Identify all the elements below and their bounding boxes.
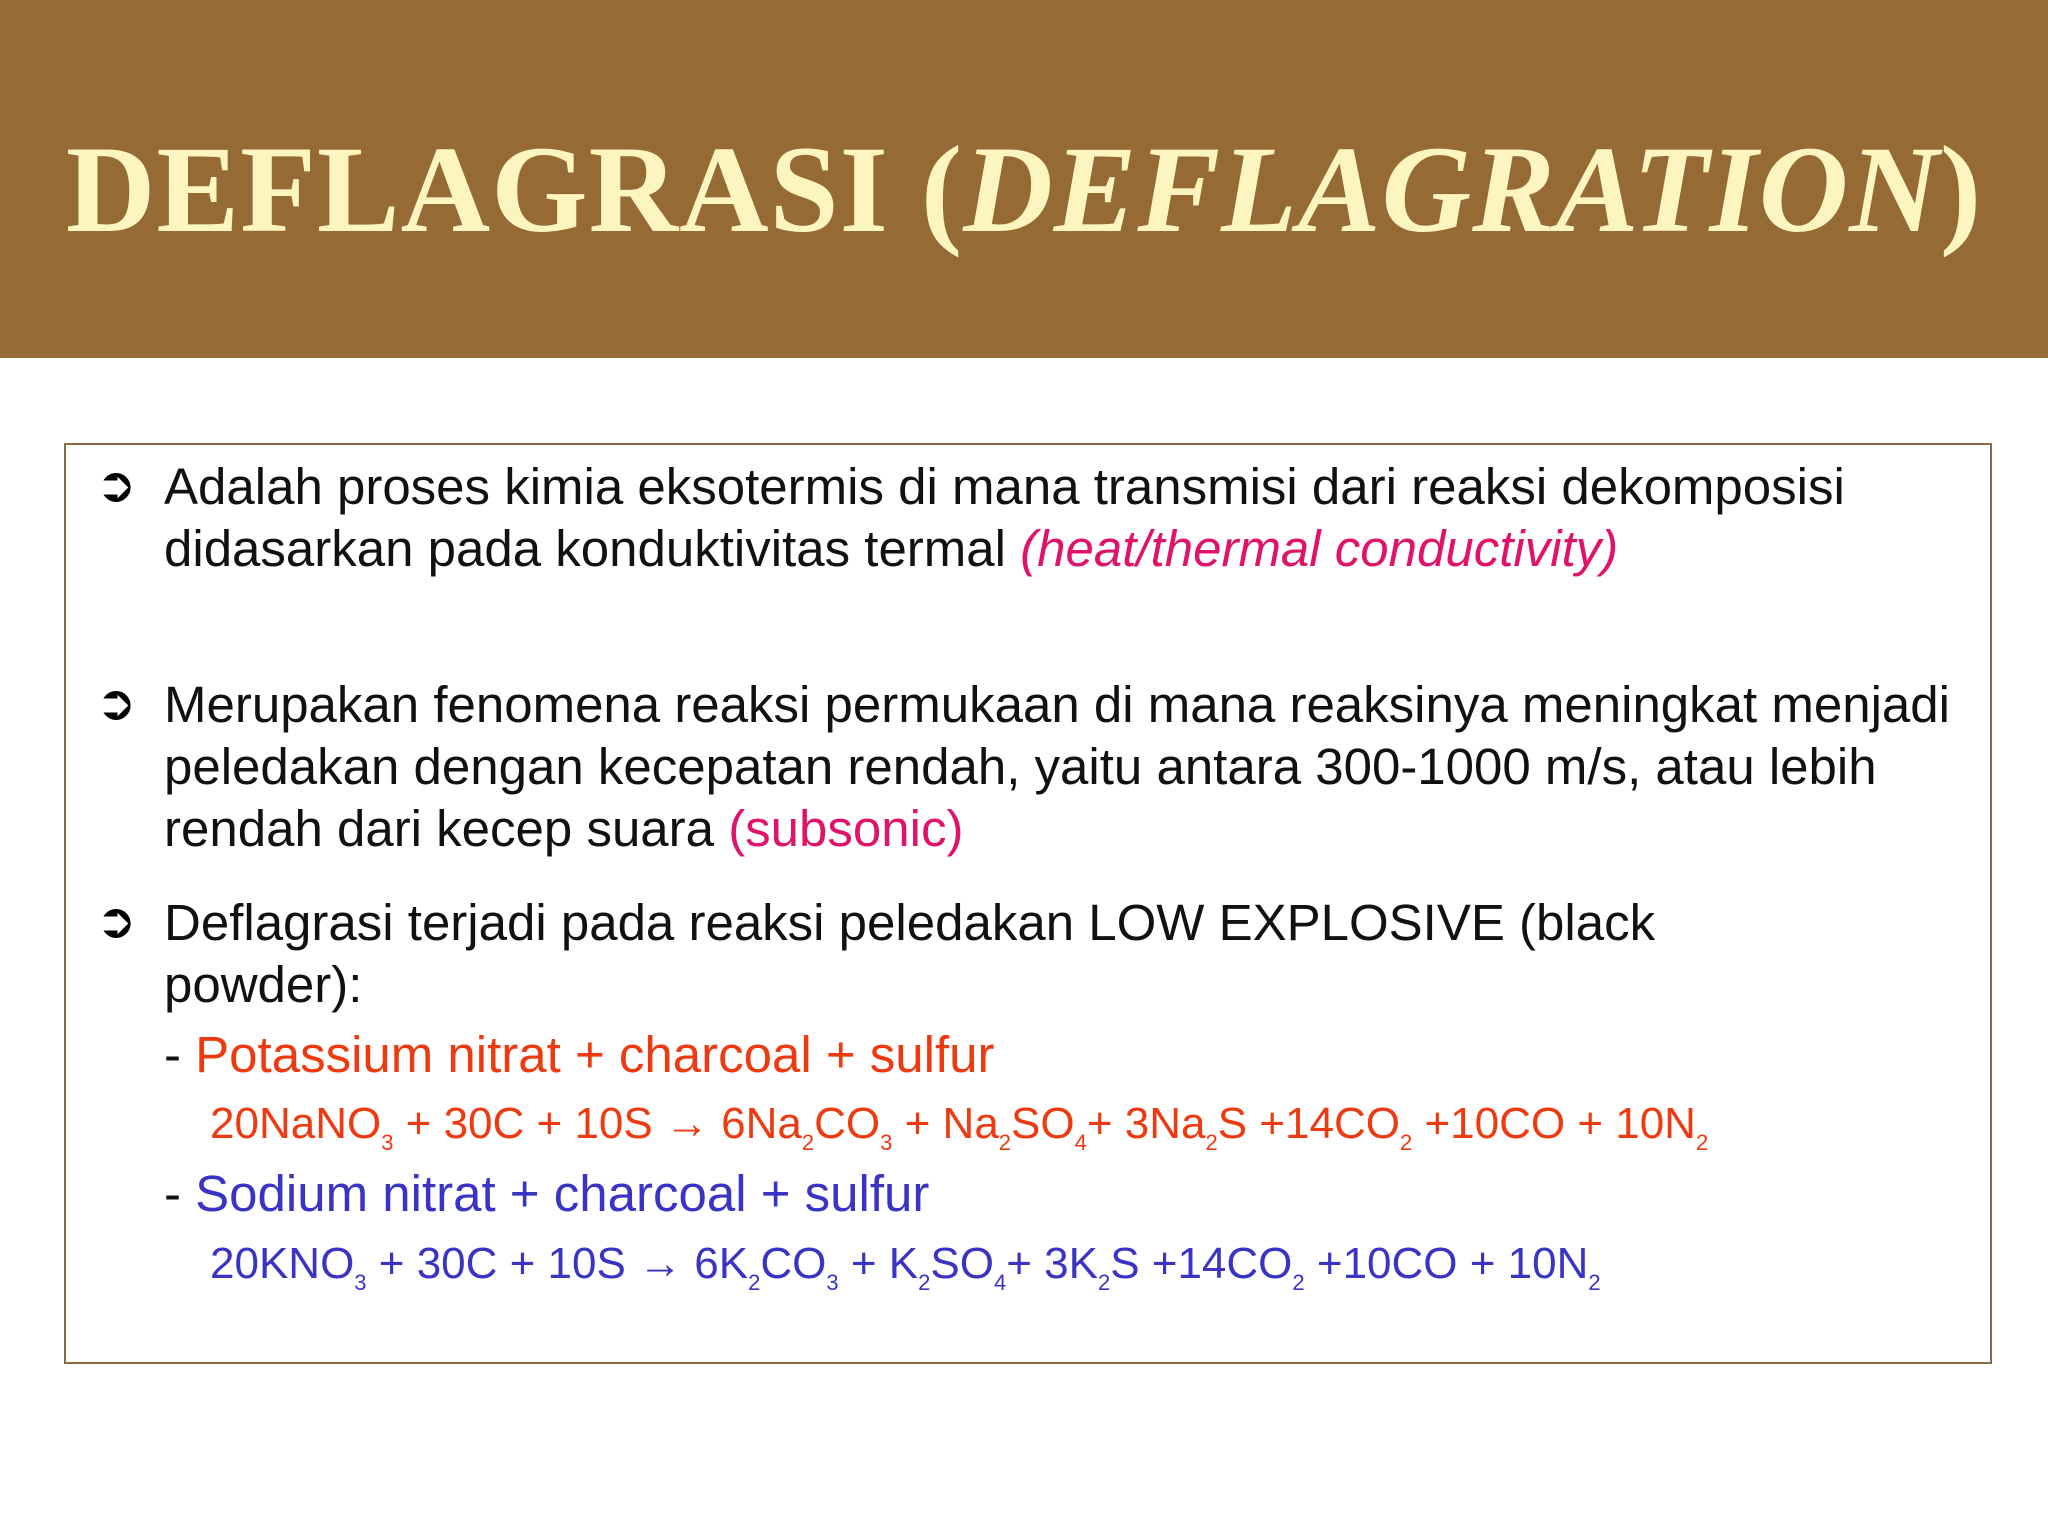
equation-2: $20KNO_3 + 30C + 10S \to 6K_2CO_3 + K_2SO_4+ 3K_2S +14CO_2 +10CO + 10N_2$: [210, 1239, 1601, 1295]
mixture-1-line: [164, 1024, 995, 1086]
bullet-2-highlight: (subsonic): [728, 800, 964, 857]
title-main: DEFLAGRASI (: [65, 121, 964, 258]
title-italic: DEFLAGRATION: [963, 121, 1940, 258]
mixture-1-label: Potassium nitrat + charcoal + sulfur: [195, 1026, 995, 1083]
mixture-2-label: Sodium nitrat + charcoal + sulfur: [195, 1165, 930, 1222]
bullet-arrow-icon: ➲: [96, 677, 137, 730]
bullet-2-body: Merupakan fenomena reaksi permukaan di mana reaksinya meningkat menjadi peledakan dengan kecepatan rendah, yaitu antara 300-1000 m/s, atau lebih rendah dari kecep suara: [164, 676, 1950, 857]
title-close: ): [1939, 121, 1983, 258]
bullet-1-highlight: (heat/thermal conductivity): [1020, 520, 1619, 577]
bullet-arrow-icon: ➲: [96, 459, 137, 512]
mixture-2-prefix: -: [164, 1165, 196, 1222]
bullet-2-text: [164, 674, 1954, 860]
mixture-2-line: [164, 1163, 929, 1225]
bullet-3-text: Deflagrasi terjadi pada reaksi peledakan LOW EXPLOSIVE (black powder):: [164, 894, 1656, 1013]
mixture-1-prefix: -: [164, 1026, 196, 1083]
bullet-arrow-icon: ➲: [96, 895, 137, 948]
equation-1: 20NaNO$_3$ + $30C + 10S \to 6Na_2CO_3 + Na_2SO_4+ 3Na_2S +14CO_2 +10CO + 10N_2$: [210, 1099, 1709, 1155]
bullet-1-body: Adalah proses kimia eksotermis di mana transmisi dari reaksi dekomposisi didasarkan pada konduktivitas termal: [164, 458, 1845, 577]
slide-title: [0, 115, 2048, 265]
bullet-1-text: [164, 456, 1964, 580]
